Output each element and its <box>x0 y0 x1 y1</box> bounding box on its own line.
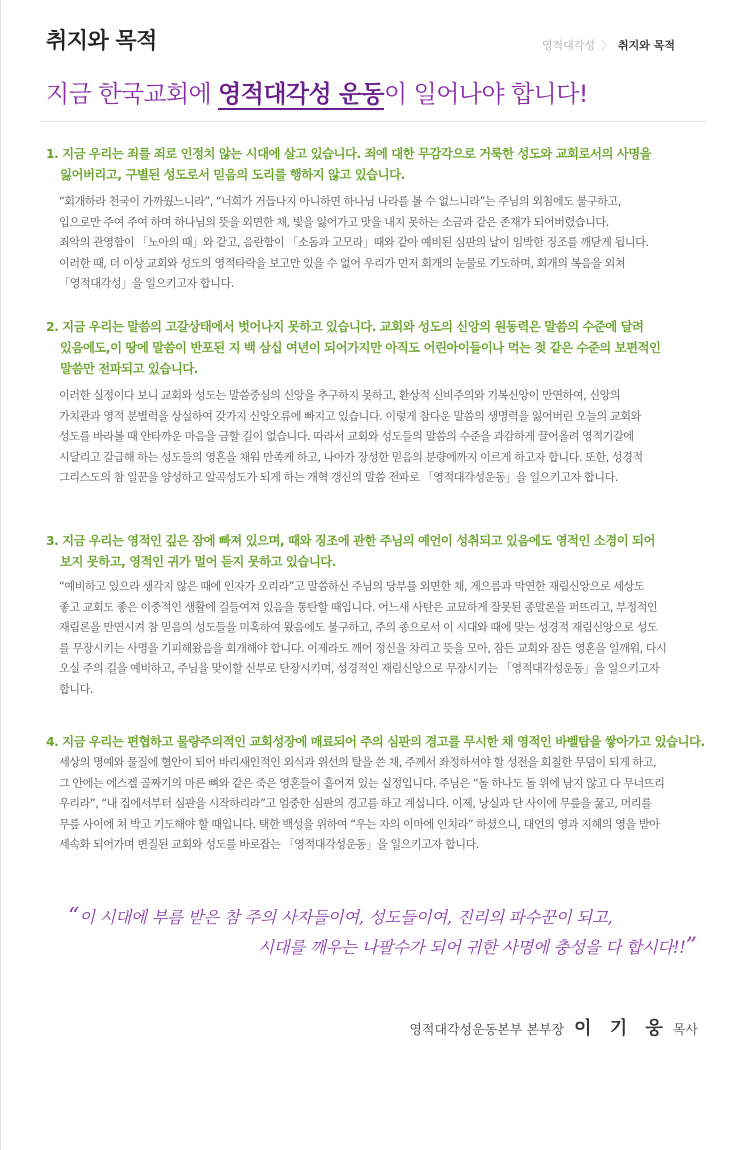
section-title-line: 1. 지금 우리는 죄를 죄로 인정치 않는 시대에 살고 있습니다. 죄에 대한 무감각으로 거룩한 성도와 교회로서의 사명을 <box>46 146 652 161</box>
section-body-line: 세상의 명예와 물질에 혈안이 되어 바리새인적인 외식과 위선의 탈을 쓴 채, 주께서 좌정하셔야 할 성전을 회칠한 무덤이 되게 하고, <box>59 756 657 769</box>
section-title-line: 4. 지금 우리는 편협하고 물량주의적인 교회성장에 매료되어 주의 심판의 경고를 무시한 채 영적인 바벨탑을 쌓아가고 있습니다. <box>46 734 705 749</box>
breadcrumb-separator-icon: 〉 <box>601 39 613 52</box>
section-body-line: 「영적대각성」을 일으키고자 합니다. <box>59 277 234 290</box>
headline-prefix: 지금 한국교회에 <box>46 80 219 108</box>
section-body-line: 그리스도의 참 일꾼을 양성하고 알곡성도가 되게 하는 개혁 갱신의 말씀 전파로 「영적대각성운동」을 일으키고자 합니다. <box>59 471 618 484</box>
section-body-line: 시달리고 갈급해 하는 성도들의 영혼을 채워 만족케 하고, 나아가 장성한 믿음의 분량에까지 이르게 하고자 합니다. 또한, 성경적 <box>59 450 643 464</box>
section-title-line: 있음에도,이 땅에 말씀이 반포된 지 백 삼십 여년이 되어가지만 아직도 어린아이들이나 먹는 젖 같은 수준의 보편적인 <box>60 340 661 355</box>
section-body-line: 우리라”, “내 집에서부터 심판을 시작하리라”고 엄중한 심판의 경고를 하고 계십니다. 이제, 낭실과 단 사이에 무릎을 꿇고, 머리를 <box>59 797 652 810</box>
header-divider <box>40 121 707 122</box>
section-body-line: 가치관과 영적 분별력을 상실하여 갖가지 신앙오류에 빠지고 있습니다. 이렇게 참다운 말씀의 생명력을 잃어버린 오늘의 교회와 <box>59 409 641 423</box>
open-quote-mark: “ <box>68 904 79 929</box>
breadcrumb-current: 취지와 목적 <box>618 39 675 52</box>
signature-role: 목사 <box>672 1023 698 1038</box>
purpose-section-4 <box>46 731 712 856</box>
breadcrumb <box>542 37 675 53</box>
section-body <box>46 577 712 700</box>
section-body-line: 이러한 실정이다 보니 교회와 성도는 말씀중심의 신앙을 추구하지 못하고, 환상적 신비주의와 기복신앙이 만연하여, 신앙의 <box>59 389 621 402</box>
section-title-line: 말씀만 전파되고 있습니다. <box>60 361 198 376</box>
quote-line-1 <box>58 902 718 932</box>
section-body-line: 이러한 때, 더 이상 교회와 성도의 영적타락을 보고만 있을 수 없어 우리가 먼저 회개의 눈물로 기도하며, 회개의 복음을 외쳐 <box>59 256 626 270</box>
section-body <box>46 386 712 489</box>
section-body-line: “예비하고 있으라 생각지 않은 때에 인자가 오리라”고 말씀하신 주님의 당부를 외면한 채, 게으름과 막연한 재림신앙으로 세상도 <box>59 580 645 593</box>
page-left-border <box>0 0 1 1150</box>
headline <box>46 74 588 109</box>
quote-text-1: 이 시대에 부름 받은 참 주의 사자들이여, 성도들이여, 진리의 파수꾼이 되고, <box>78 908 613 927</box>
section-title-line: 3. 지금 우리는 영적인 깊은 잠에 빠져 있으며, 때와 징조에 관한 주님의 예언이 성취되고 있음에도 영적인 소경이 되어 <box>46 533 655 548</box>
section-body-line: 입으로만 주여 주여 하며 하나님의 뜻을 외면한 채, 빛을 잃어가고 맛을 내지 못하는 소금과 같은 존재가 되어버렸습니다. <box>59 215 609 229</box>
close-quote-mark: ” <box>685 934 697 959</box>
signature-organization: 영적대각성운동본부 본부장 <box>409 1023 565 1038</box>
signature <box>409 1014 698 1040</box>
purpose-section-1 <box>46 143 712 295</box>
quote-line-2 <box>58 932 718 962</box>
section-body <box>46 192 712 295</box>
quote-text-2: 시대를 깨우는 나팔수가 되어 귀한 사명에 충성을 다 합시다!! <box>258 938 686 957</box>
section-title <box>46 143 712 185</box>
section-title <box>46 731 712 752</box>
section-body-line: “회개하라 천국이 가까웠느니라”, “너희가 거듭나지 아니하면 하나님 나라를 볼 수 없느니라”는 주님의 외침에도 불구하고, <box>59 195 621 208</box>
page-title: 취지와 목적 <box>46 29 157 54</box>
section-body <box>46 753 712 856</box>
section-body-line: 그 안에는 에스겔 골짜기의 마른 뼈와 같은 죽은 영혼들이 흩어져 있는 실정입니다. 주님은 “돌 하나도 돌 위에 남지 않고 다 무너뜨리 <box>59 776 665 790</box>
section-body-line: 무릎 사이에 쳐 박고 기도해야 할 때입니다. 택한 백성을 위하여 “우는 자의 이마에 인치라” 하셨으니, 대언의 영과 지혜의 영을 받아 <box>59 817 660 831</box>
section-body-line: 세속화 되어가며 변질된 교회와 성도를 바로잡는 「영적대각성운동」을 일으키고자 합니다. <box>59 838 479 851</box>
section-body-line: 성도를 바라볼 때 안타까운 마음을 금할 길이 없습니다. 따라서 교회와 성도들의 말씀의 수준을 과감하게 끌어올려 영적기갈에 <box>59 430 634 443</box>
section-body-line: 좋고 교회도 좋은 이중적인 생활에 길들여져 있음을 통탄할 때입니다. 어느새 사탄은 교묘하게 잘못된 종말론을 퍼뜨리고, 부정적인 <box>59 600 658 614</box>
breadcrumb-parent-link[interactable]: 영적대각성 <box>541 39 596 52</box>
section-body-line: 합니다. <box>59 682 93 696</box>
purpose-section-3 <box>46 530 712 700</box>
section-body-line: 재림론을 만연시켜 참 믿음의 성도들을 미혹하여 왔음에도 불구하고, 주의 종으로서 이 시대와 때에 맞는 성경적 재림신앙으로 성도 <box>59 621 658 634</box>
section-title-line: 보지 못하고, 영적인 귀가 멀어 듣지 못하고 있습니다. <box>60 554 336 569</box>
headline-highlight: 영적대각성 운동 <box>218 80 384 108</box>
section-title <box>46 316 712 379</box>
headline-suffix: 이 일어나야 합니다! <box>384 80 588 108</box>
section-body-line: 오실 주의 길을 예비하고, 주님을 맞이할 신부로 단장시키며, 성경적인 재림신앙으로 무장시키는 「영적대각성운동」을 일으키고자 <box>59 662 660 675</box>
signature-name: 이 기 웅 <box>574 1018 669 1039</box>
section-title-line: 2. 지금 우리는 말씀의 고갈상태에서 벗어나지 못하고 있습니다. 교회와 성도의 신앙의 원동력은 말씀의 수준에 달려 <box>46 319 644 334</box>
section-title-line: 잃어버리고, 구별된 성도로서 믿음의 도리를 행하지 않고 있습니다. <box>60 167 405 182</box>
section-title <box>46 530 712 572</box>
section-body-line: 죄악의 관영함이 「노아의 때」와 같고, 음란함이 「소돔과 고모라」때와 같아 예비된 심판의 날이 임박한 징조를 깨닫게 됩니다. <box>59 236 649 249</box>
purpose-section-2 <box>46 316 712 489</box>
section-body-line: 를 무장시키는 사명을 기피해왔음을 회개해야 합니다. 이제라도 깨어 정신을 차리고 뜻을 모아, 잠든 교회와 잠든 영혼을 일깨워, 다시 <box>59 641 667 655</box>
closing-quote <box>58 902 718 962</box>
